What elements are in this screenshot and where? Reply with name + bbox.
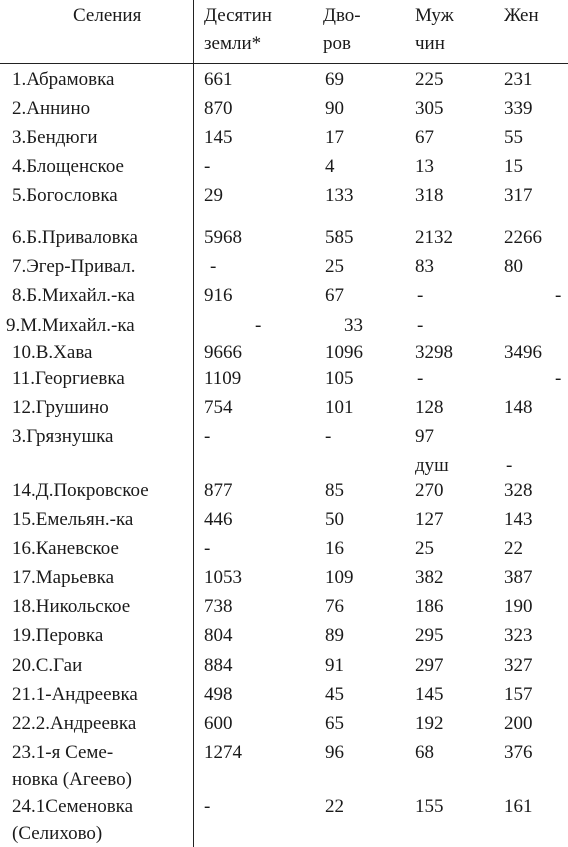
women-cell: 55 [504,127,523,148]
yards-cell: 105 [325,368,354,389]
women-cell: - [555,368,562,389]
land-cell: 754 [204,397,233,418]
yards-cell: 45 [325,684,344,705]
men-cell: 67 [415,127,434,148]
header-divider [0,63,568,64]
men-cell: - [417,315,424,336]
land-cell: 145 [204,127,233,148]
header-men-line2: чин [415,33,445,54]
land-cell: 877 [204,480,233,501]
land-cell: - [204,156,211,177]
yards-cell: 133 [325,185,354,206]
men-cell: 192 [415,713,444,734]
settlement-name-line2: новка (Агеево) [12,769,132,790]
land-cell: 9666 [204,342,242,363]
header-men-line1: Муж [415,5,454,26]
land-cell: 1109 [204,368,242,389]
yards-cell: 76 [325,596,344,617]
settlement-name-line2: (Селихово) [12,823,103,844]
men-cell: 186 [415,596,444,617]
land-cell: 916 [204,285,233,306]
settlement-name: 24.1Семеновка [12,796,134,817]
yards-cell: 22 [325,796,344,817]
land-cell: 1274 [204,742,242,763]
settlement-name: 16.Каневское [12,538,119,559]
header-settlement: Селения [73,5,142,26]
men-cell: 297 [415,655,444,676]
women-cell: 143 [504,509,533,530]
women-cell: 376 [504,742,533,763]
women-cell: 339 [504,98,533,119]
land-cell: 870 [204,98,233,119]
women-cell: - [555,285,562,306]
land-cell: 5968 [204,227,242,248]
women-cell: - [506,455,513,476]
yards-cell: 50 [325,509,344,530]
settlement-name: 17.Марьевка [12,567,115,588]
yards-cell: - [325,426,332,447]
men-cell: 145 [415,684,444,705]
settlement-name: 5.Богословка [12,185,118,206]
settlement-name: 18.Никольское [12,596,131,617]
yards-cell: 585 [325,227,354,248]
settlement-name: 23.1-я Семе- [12,742,114,763]
men-cell: 127 [415,509,444,530]
yards-cell: 69 [325,69,344,90]
women-cell: 328 [504,480,533,501]
men-cell-unit: душ [415,455,449,476]
yards-cell: 101 [325,397,354,418]
women-cell: 148 [504,397,533,418]
women-cell: 327 [504,655,533,676]
men-cell: 97 [415,426,434,447]
women-cell: 161 [504,796,533,817]
men-cell: - [417,368,424,389]
women-cell: 3496 [504,342,542,363]
women-cell: 231 [504,69,533,90]
men-cell: - [417,285,424,306]
yards-cell: 109 [325,567,354,588]
men-cell: 382 [415,567,444,588]
women-cell: 190 [504,596,533,617]
settlement-name: 9.М.Михайл.-ка [6,315,135,336]
column-divider [193,0,194,847]
land-cell: - [204,538,211,559]
settlement-name: 15.Емельян.-ка [12,509,134,530]
yards-cell: 96 [325,742,344,763]
header-yards-line1: Дво- [323,5,361,26]
header-yards-line2: ров [323,33,351,54]
yards-cell: 67 [325,285,344,306]
header-land-line1: Десятин [204,5,272,26]
men-cell: 25 [415,538,434,559]
settlement-name: 7.Эгер-Привал. [12,256,136,277]
land-cell: 738 [204,596,233,617]
header-land-line2: земли* [204,33,262,54]
land-cell: 804 [204,625,233,646]
land-cell: 661 [204,69,233,90]
land-cell: - [210,256,217,277]
yards-cell: 33 [344,315,363,336]
settlement-name: 2.Аннино [12,98,91,119]
men-cell: 155 [415,796,444,817]
land-cell: 29 [204,185,223,206]
yards-cell: 85 [325,480,344,501]
land-cell: - [204,426,211,447]
yards-cell: 25 [325,256,344,277]
women-cell: 80 [504,256,523,277]
men-cell: 13 [415,156,434,177]
land-cell: - [255,315,262,336]
settlement-name: 6.Б.Приваловка [12,227,138,248]
settlement-name: 22.2.Андреевка [12,713,137,734]
men-cell: 128 [415,397,444,418]
yards-cell: 17 [325,127,344,148]
settlement-name: 19.Перовка [12,625,104,646]
yards-cell: 91 [325,655,344,676]
land-cell: 498 [204,684,233,705]
men-cell: 68 [415,742,434,763]
men-cell: 225 [415,69,444,90]
women-cell: 317 [504,185,533,206]
yards-cell: 16 [325,538,344,559]
settlement-name: 8.Б.Михайл.-ка [12,285,135,306]
settlement-name: 21.1-Андреевка [12,684,138,705]
land-cell: 884 [204,655,233,676]
women-cell: 323 [504,625,533,646]
women-cell: 387 [504,567,533,588]
settlement-name: 4.Блощенское [12,156,124,177]
men-cell: 2132 [415,227,453,248]
settlement-name: 12.Грушино [12,397,109,418]
land-cell: 1053 [204,567,242,588]
settlement-name: 20.С.Гаи [12,655,83,676]
yards-cell: 4 [325,156,335,177]
men-cell: 83 [415,256,434,277]
settlement-name: 10.В.Хава [12,342,93,363]
women-cell: 22 [504,538,523,559]
settlement-name: 3.Грязнушка [12,426,114,447]
settlement-name: 3.Бендюги [12,127,98,148]
settlement-name: 11.Георгиевка [12,368,125,389]
women-cell: 2266 [504,227,542,248]
yards-cell: 89 [325,625,344,646]
land-cell: - [204,796,211,817]
settlement-name: 14.Д.Покровское [12,480,149,501]
women-cell: 157 [504,684,533,705]
men-cell: 295 [415,625,444,646]
men-cell: 270 [415,480,444,501]
men-cell: 3298 [415,342,453,363]
women-cell: 200 [504,713,533,734]
yards-cell: 1096 [325,342,363,363]
women-cell: 15 [504,156,523,177]
settlement-name: 1.Абрамовка [12,69,115,90]
land-cell: 600 [204,713,233,734]
men-cell: 318 [415,185,444,206]
yards-cell: 90 [325,98,344,119]
yards-cell: 65 [325,713,344,734]
men-cell: 305 [415,98,444,119]
land-cell: 446 [204,509,233,530]
header-women: Жен [504,5,539,26]
